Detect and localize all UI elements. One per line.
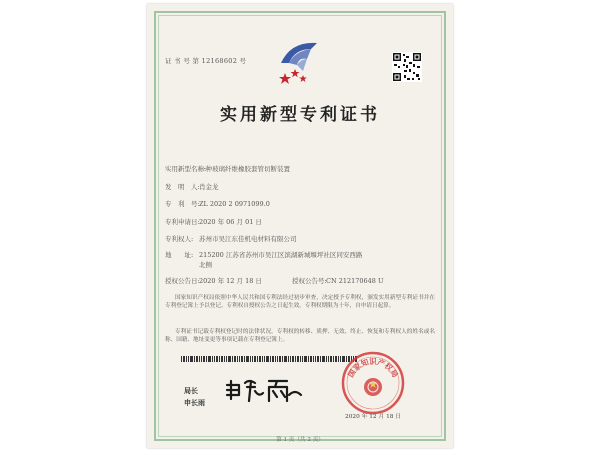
field-label: 授权公告日: <box>165 277 200 285</box>
qr-code-icon <box>392 52 422 82</box>
field-label: 实用新型名称: <box>165 165 207 173</box>
field-value: 2020 年 12 月 18 日 <box>199 277 262 285</box>
field-value: 肖金龙 <box>199 183 219 191</box>
field-patent-number <box>165 199 270 208</box>
field-inventor <box>165 182 219 191</box>
field-label: 地 址: <box>165 251 194 259</box>
handwritten-signature <box>225 375 305 405</box>
field-application-date <box>165 217 262 226</box>
field-label: 授权公告号: <box>292 277 327 285</box>
legal-paragraph-2: 专利证书记载专利权登记时的法律状况。专利权的转移、质押、无效、终止、恢复和专利权人的姓名或名称、国籍、地址变更等事项记载在专利登记簿上。 <box>165 329 435 343</box>
field-grant-date <box>165 276 262 285</box>
field-value: 一种玻璃纤维橡胶套管切断装置 <box>199 165 290 173</box>
certificate-title: 实用新型专利证书 <box>220 105 380 125</box>
field-patentee <box>165 234 297 243</box>
certificate-number: 证 书 号 第 12168602 号 <box>165 57 247 65</box>
field-label: 专利申请日: <box>165 218 200 226</box>
field-address <box>165 250 362 259</box>
field-address-line2: 北侧 <box>199 261 212 269</box>
page-footer: 第 1 页（共 2 页） <box>276 437 324 443</box>
cnipa-emblem-icon <box>271 33 331 93</box>
field-label: 专 利 号: <box>165 200 200 208</box>
legal-paragraph-1: 国家知识产权局依照中华人民共和国专利法经过初步审查，决定授予专利权，颁发实用新型专利证书并在专利登记簿上予以登记。专利权自授权公告之日起生效。专利权期限为十年，自申请日起算。 <box>165 295 435 309</box>
field-label: 专利权人: <box>165 235 194 243</box>
field-value: 苏州市吴江东佳机电材料有限公司 <box>199 235 297 243</box>
barcode-icon <box>181 356 357 362</box>
signature-name: 申长雨 <box>184 398 205 407</box>
field-utility-model-name <box>165 164 290 173</box>
field-announcement-number <box>292 276 384 285</box>
patent-certificate <box>147 4 453 448</box>
field-value: ZL 2020 2 0971099.0 <box>199 200 270 208</box>
field-value: 215200 江苏省苏州市吴江区滨湖新城堰坪社区同安西路 <box>199 251 363 259</box>
official-seal-icon <box>340 350 406 416</box>
field-value: CN 212170648 U <box>326 277 384 285</box>
field-value: 2020 年 06 月 01 日 <box>199 218 262 226</box>
svg-text:国家知识产权局: 国家知识产权局 <box>346 357 400 379</box>
signature-title: 局长 <box>184 386 198 395</box>
field-label: 发 明 人: <box>165 183 200 191</box>
seal-date: 2020 年 12 月 18 日 <box>345 414 402 420</box>
